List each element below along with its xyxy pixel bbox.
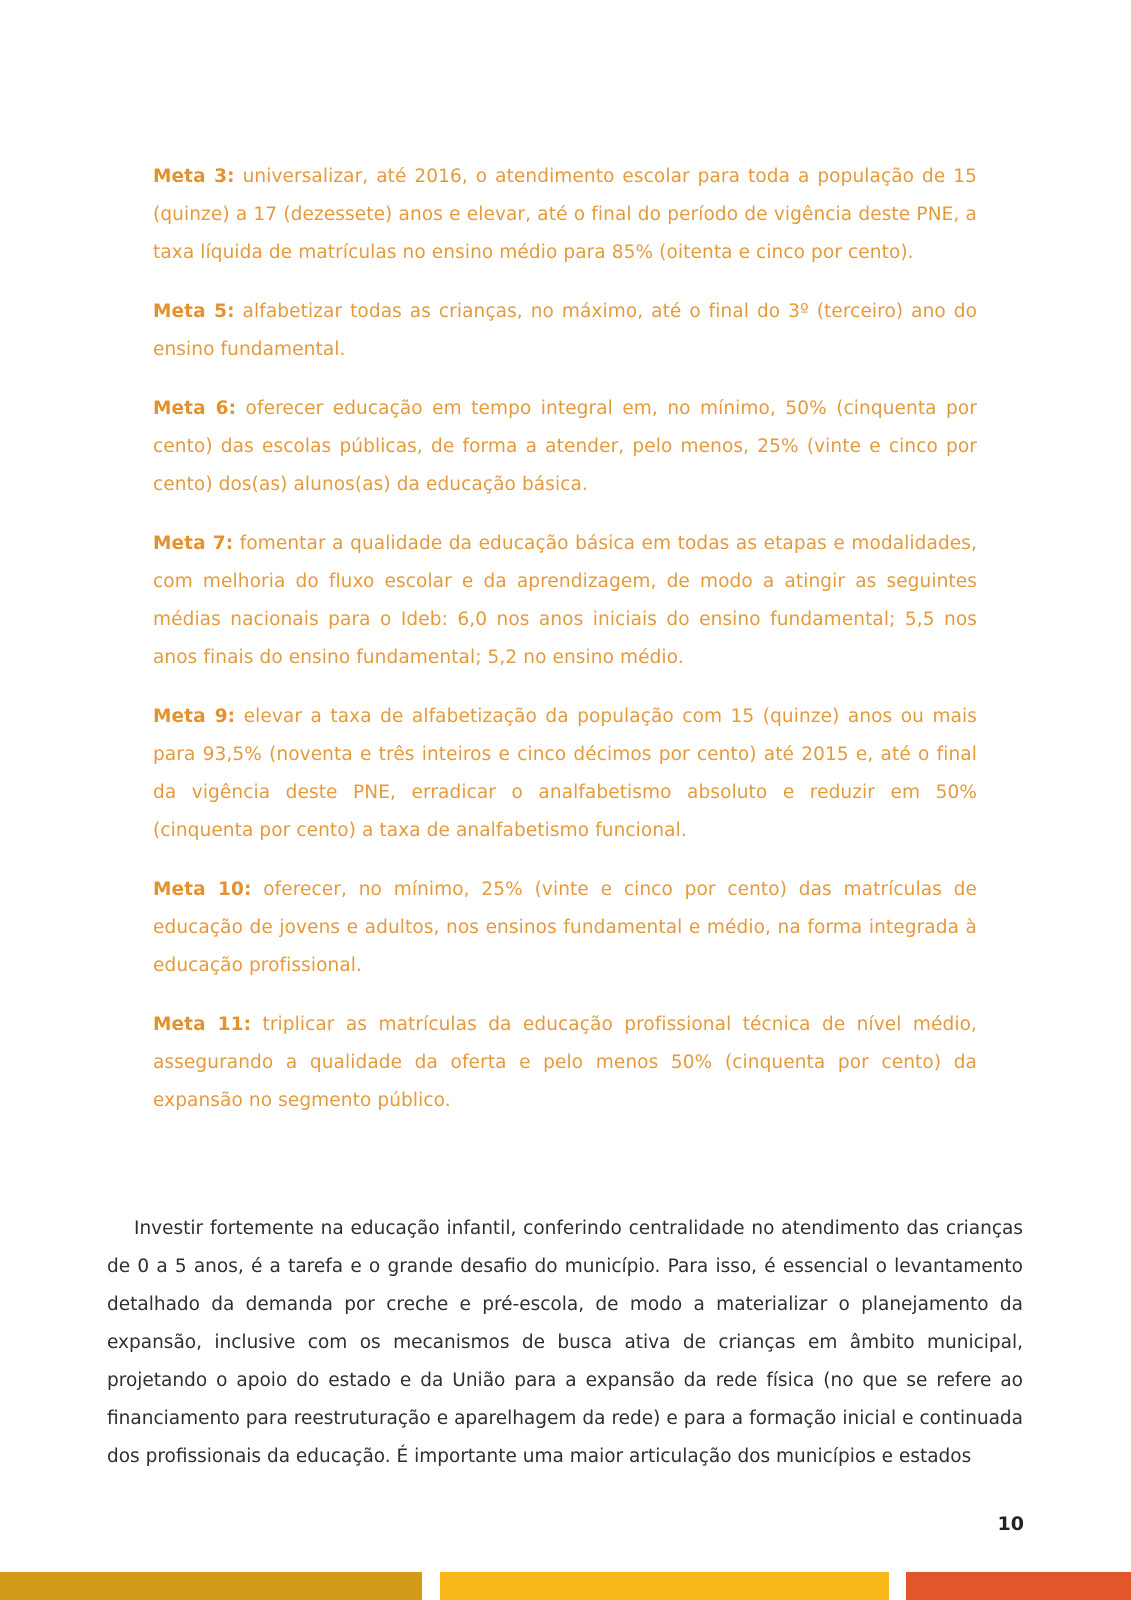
meta-text: elevar a taxa de alfabetização da população com 15 (quinze) anos ou mais para 93,5% (noventa e três inteiros e cinco décimos por cento) até 2015 e, até o final da vigência deste PNE, erradicar o analfabetismo absoluto e reduzir em 50% (cinquenta por cento) a taxa de analfabetismo funcional.: [153, 706, 977, 841]
meta-label: Meta 6:: [153, 398, 237, 419]
metas-list: [153, 158, 977, 1141]
footer-bar-right: [906, 1572, 1131, 1600]
meta-label: Meta 3:: [153, 166, 235, 187]
meta-item-9: [153, 698, 977, 850]
meta-item-11: [153, 1006, 977, 1120]
meta-label: Meta 7:: [153, 533, 234, 554]
meta-text: alfabetizar todas as crianças, no máximo, até o final do 3º (terceiro) ano do ensino fundamental.: [153, 301, 977, 360]
meta-label: Meta 9:: [153, 706, 236, 727]
meta-item-7: [153, 525, 977, 677]
meta-item-3: [153, 158, 977, 272]
meta-text: oferecer educação em tempo integral em, no mínimo, 50% (cinquenta por cento) das escolas públicas, de forma a atender, pelo menos, 25% (vinte e cinco por cento) dos(as) alunos(as) da educação básica.: [153, 398, 977, 495]
meta-item-6: [153, 390, 977, 504]
meta-text: triplicar as matrículas da educação profissional técnica de nível médio, assegurando a qualidade da oferta e pelo menos 50% (cinquenta por cento) da expansão no segmento público.: [153, 1014, 977, 1111]
page-number: 10: [997, 1513, 1024, 1535]
meta-item-5: [153, 293, 977, 369]
body-paragraph: Investir fortemente na educação infantil, conferindo centralidade no atendimento das crianças de 0 a 5 anos, é a tarefa e o grande desafio do município. Para isso, é essencial o levantamento detalhado da demanda por creche e pré-escola, de modo a materializar o planejamento da expansão, inclusive com os mecanismos de busca ativa de crianças em âmbito municipal, projetando o apoio do estado e da União para a expansão da rede física (no que se refere ao financiamento para reestruturação e aparelhagem da rede) e para a formação inicial e continuada dos profissionais da educação. É importante uma maior articulação dos municípios e estados: [107, 1218, 1023, 1467]
footer-bar-left: [0, 1572, 422, 1600]
meta-label: Meta 11:: [153, 1014, 252, 1035]
meta-label: Meta 5:: [153, 301, 235, 322]
meta-text: universalizar, até 2016, o atendimento escolar para toda a população de 15 (quinze) a 17 (dezessete) anos e elevar, até o final do período de vigência deste PNE, a taxa líquida de matrículas no ensino médio para 85% (oitenta e cinco por cento).: [153, 166, 977, 263]
meta-text: fomentar a qualidade da educação básica em todas as etapas e modalidades, com melhoria do fluxo escolar e da aprendizagem, de modo a atingir as seguintes médias nacionais para o Ideb: 6,0 nos anos iniciais do ensino fundamental; 5,5 nos anos finais do ensino fundamental; 5,2 no ensino médio.: [153, 533, 977, 668]
meta-label: Meta 10:: [153, 879, 252, 900]
footer-bar-middle: [440, 1572, 889, 1600]
meta-item-10: [153, 871, 977, 985]
meta-text: oferecer, no mínimo, 25% (vinte e cinco por cento) das matrículas de educação de jovens e adultos, nos ensinos fundamental e médio, na forma integrada à educação profissional.: [153, 879, 978, 976]
